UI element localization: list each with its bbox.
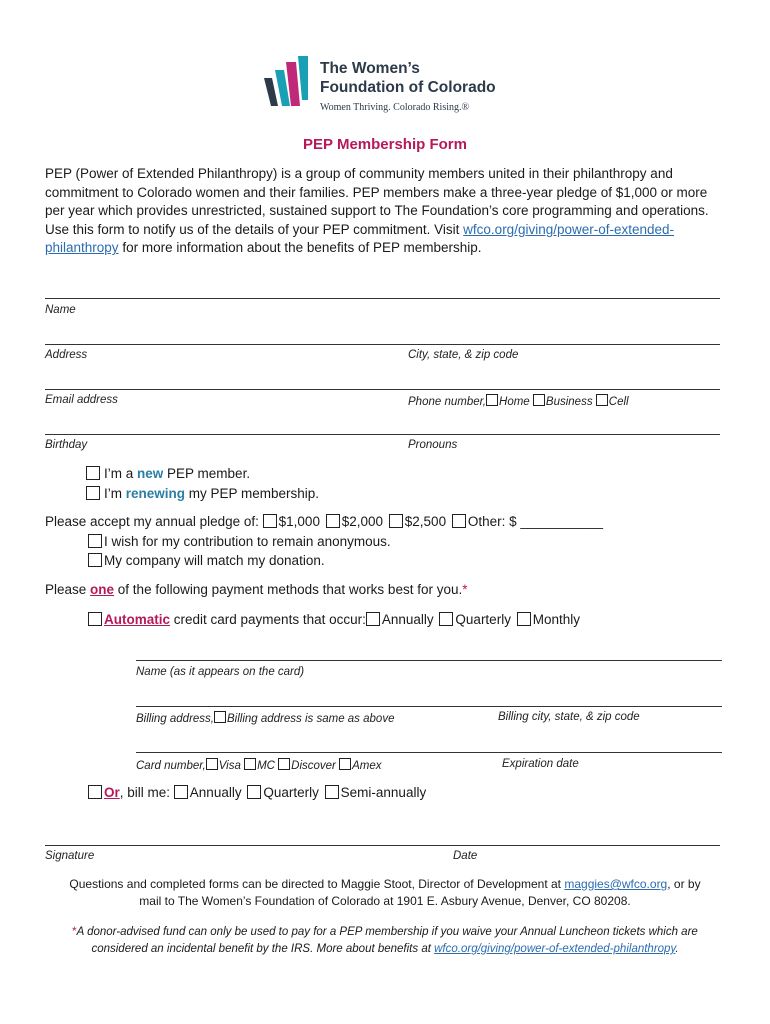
phone-cell-label: Cell	[608, 396, 629, 408]
bill-annually-label: Annually	[189, 785, 242, 800]
footer-note-star: *	[72, 926, 77, 938]
match-label: My company will match my donation.	[104, 553, 325, 568]
anonymous-row	[88, 534, 391, 549]
bill-me-row	[88, 785, 426, 800]
anonymous-label: I wish for my contribution to remain anonymous.	[104, 534, 391, 549]
email-line[interactable]	[45, 389, 720, 390]
payment-prompt-post: of the following payment methods that works best for you.	[114, 582, 463, 597]
card-name-line[interactable]	[136, 660, 722, 661]
auto-monthly-label: Monthly	[532, 612, 580, 627]
phone-home-checkbox[interactable]	[486, 394, 498, 406]
bill-rest: , bill me:	[119, 785, 171, 800]
pledge-other-label[interactable]: Other: $ ___________	[467, 514, 603, 529]
bill-me-checkbox[interactable]	[88, 785, 102, 799]
pledge-2000-checkbox[interactable]	[326, 514, 340, 528]
or-word: Or	[104, 785, 120, 800]
amex-checkbox[interactable]	[339, 758, 351, 770]
logo-mark-icon	[262, 56, 318, 110]
billing-same-checkbox[interactable]	[214, 711, 226, 723]
payment-prompt	[45, 582, 468, 597]
pledge-1000-label: $1,000	[278, 514, 320, 529]
new-pre: I’m a	[104, 466, 138, 481]
automatic-checkbox[interactable]	[88, 612, 102, 626]
address-line[interactable]	[45, 344, 720, 345]
pledge-2500-label: $2,500	[404, 514, 447, 529]
birthday-label: Birthday	[45, 439, 88, 451]
billing-line[interactable]	[136, 706, 722, 707]
match-checkbox[interactable]	[88, 553, 102, 567]
footer-note-text2: considered an incidental benefit by the IRS. More about benefits at	[91, 943, 435, 955]
pledge-other-checkbox[interactable]	[452, 514, 466, 528]
phone-label: Phone number,	[408, 396, 487, 408]
pledge-2000-label: $2,000	[341, 514, 384, 529]
payment-prompt-star: *	[462, 582, 468, 597]
bill-annually-checkbox[interactable]	[174, 785, 188, 799]
footer-q-pre: Questions and completed forms can be directed to Maggie Stoot, Director of Development at	[69, 877, 565, 891]
page-title: PEP Membership Form	[303, 136, 467, 153]
renew-post: my PEP membership.	[185, 486, 320, 501]
discover-label: Discover	[291, 760, 336, 772]
footer-note-text1: A donor-advised fund can only be used to pay for a PEP membership if you waive your Annual Luncheon tickets which are	[76, 926, 698, 938]
name-label: Name	[45, 304, 76, 316]
footer-email-link[interactable]: maggies@wfco.org	[564, 877, 668, 891]
footer-q-post: , or by	[667, 877, 701, 891]
pledge-1000-checkbox[interactable]	[263, 514, 277, 528]
signature-label: Signature	[45, 850, 95, 862]
phone-home-label: Home	[499, 396, 530, 408]
match-row	[88, 553, 325, 568]
pledge-2500-checkbox[interactable]	[389, 514, 403, 528]
intro-paragraph	[45, 165, 725, 258]
new-member-row	[86, 466, 250, 481]
footer-note-line2	[0, 941, 770, 958]
renew-member-row	[86, 486, 319, 501]
logo-name-line2: Foundation of Colorado	[320, 79, 496, 96]
footer-note-end: .	[675, 943, 679, 955]
discover-checkbox[interactable]	[278, 758, 290, 770]
logo-name-line1: The Women’s	[320, 60, 420, 77]
footer-questions-line1	[0, 876, 770, 893]
amex-label: Amex	[352, 760, 382, 772]
phone-cell-checkbox[interactable]	[596, 394, 608, 406]
auto-monthly-checkbox[interactable]	[517, 612, 531, 626]
card-number-row	[136, 758, 382, 772]
billing-city-label: Billing city, state, & zip code	[498, 711, 640, 723]
payment-prompt-pre: Please	[45, 582, 91, 597]
billing-same-label: Billing address is same as above	[226, 713, 395, 725]
card-number-line[interactable]	[136, 752, 722, 753]
payment-prompt-one: one	[90, 582, 115, 597]
visa-label: Visa	[218, 760, 241, 772]
mc-label: MC	[257, 760, 275, 772]
signature-line[interactable]	[45, 845, 720, 846]
bill-quarterly-checkbox[interactable]	[247, 785, 261, 799]
renew-pre: I’m	[104, 486, 126, 501]
card-name-label: Name (as it appears on the card)	[136, 666, 305, 678]
address-label: Address	[45, 349, 88, 361]
bill-semi-checkbox[interactable]	[325, 785, 339, 799]
anonymous-checkbox[interactable]	[88, 534, 102, 548]
intro-after: for more information about the benefits of PEP membership.	[118, 240, 482, 256]
bill-quarterly-label: Quarterly	[263, 785, 319, 800]
expiration-label: Expiration date	[502, 758, 579, 770]
intro-text: PEP (Power of Extended Philanthropy) is a group of community members united in their philanthropy and commitment to Colorado women and their families. PEP members make a three-year pledge of $1,000 or more per year which provides unrestricted, sustained support to The Foundation’s core programming and operations. Use this form to notify us of the details of your PEP commitment. Visit	[45, 166, 709, 237]
phone-business-label: Business	[545, 396, 593, 408]
birthday-line[interactable]	[45, 434, 720, 435]
automatic-row	[88, 612, 580, 627]
intro-link[interactable]: wfco.org/giving/power-of-extended-philanthropy	[45, 221, 675, 256]
automatic-word: Automatic	[104, 612, 171, 627]
renew-word: renewing	[125, 486, 186, 501]
name-line[interactable]	[45, 298, 720, 299]
auto-annually-label: Annually	[381, 612, 434, 627]
automatic-rest: credit card payments that occur:	[170, 612, 366, 627]
logo-tagline: Women Thriving. Colorado Rising.®	[320, 102, 470, 113]
pledge-label: Please accept my annual pledge of:	[45, 514, 259, 529]
footer-note-link[interactable]: wfco.org/giving/power-of-extended-philanthropy	[434, 943, 676, 955]
bill-semi-label: Semi-annually	[340, 785, 427, 800]
auto-quarterly-label: Quarterly	[455, 612, 511, 627]
city-label: City, state, & zip code	[408, 349, 519, 361]
mc-checkbox[interactable]	[244, 758, 256, 770]
card-number-label: Card number,	[136, 760, 206, 772]
visa-checkbox[interactable]	[206, 758, 218, 770]
new-member-checkbox[interactable]	[86, 466, 100, 480]
auto-annually-checkbox[interactable]	[366, 612, 380, 626]
email-label: Email address	[45, 394, 118, 406]
billing-row	[136, 711, 394, 725]
pronouns-label: Pronouns	[408, 439, 458, 451]
renew-member-checkbox[interactable]	[86, 486, 100, 500]
date-label: Date	[453, 850, 478, 862]
new-word: new	[137, 466, 164, 481]
billing-label: Billing address,	[136, 713, 214, 725]
logo	[262, 56, 522, 122]
pledge-row	[45, 514, 603, 529]
footer-note	[0, 924, 770, 958]
footer-note-line1	[0, 924, 770, 941]
phone-business-checkbox[interactable]	[533, 394, 545, 406]
auto-quarterly-checkbox[interactable]	[439, 612, 453, 626]
new-post: PEP member.	[163, 466, 251, 481]
phone-label-row	[408, 394, 629, 408]
footer-questions	[0, 876, 770, 910]
footer-questions-line2: mail to The Women’s Foundation of Colorado at 1901 E. Asbury Avenue, Denver, CO 80208.	[139, 894, 631, 908]
